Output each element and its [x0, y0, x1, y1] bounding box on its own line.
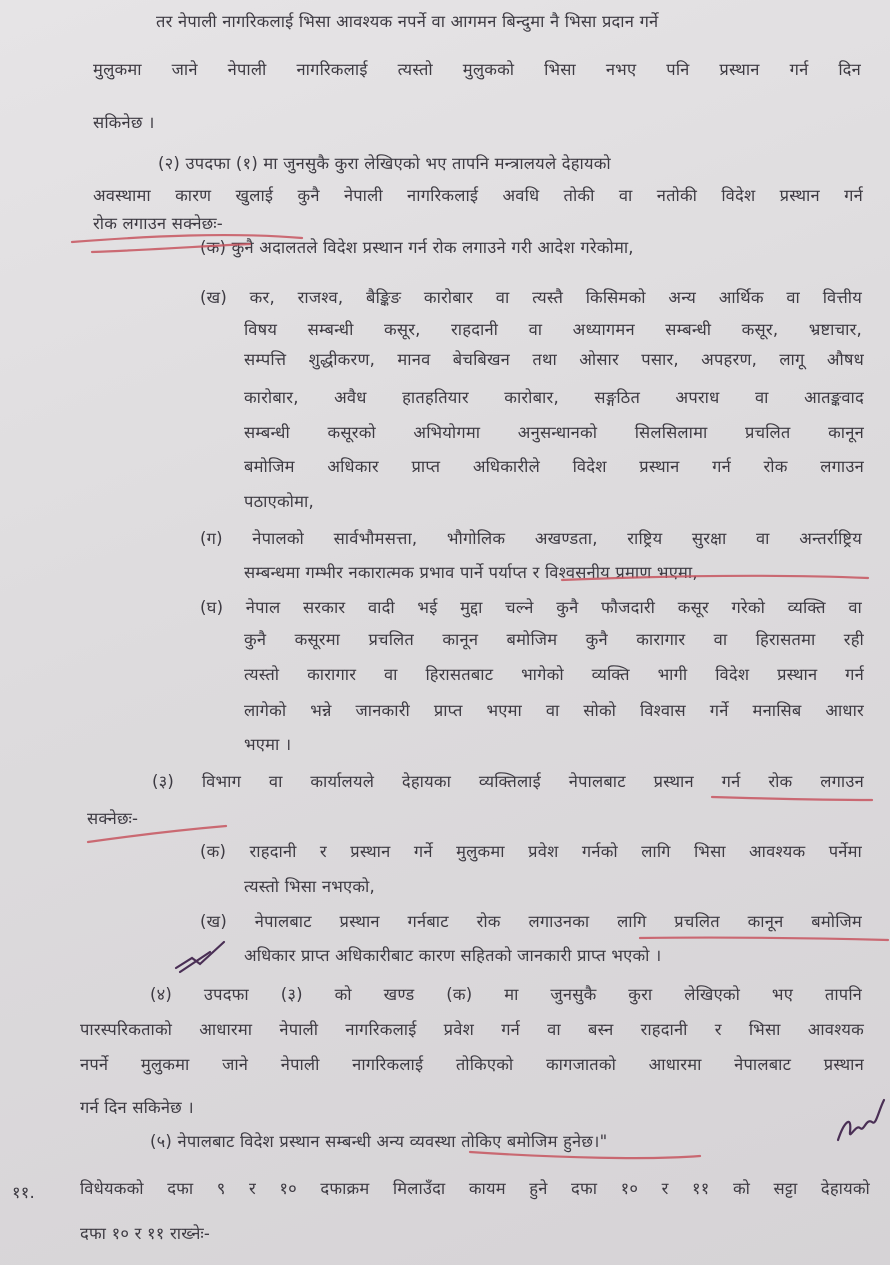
text-line: (२) उपदफा (१) मा जुनसुकै कुरा लेखिएको भए तापनि मन्त्रालयले देहायको — [158, 154, 611, 173]
text-line: अवस्थामा कारण खुलाई कुनै नेपाली नागरिकलाई अवधि तोकी वा नतोकी विदेश प्रस्थान गर्न — [93, 186, 863, 205]
text-line: कुनै कसूरमा प्रचलित कानून बमोजिम कुनै कारागार वा हिरासतमा रही — [244, 630, 864, 649]
text-line: मुलुकमा जाने नेपाली नागरिकलाई त्यस्तो मुलुकको भिसा नभए पनि प्रस्थान गर्न दिन — [93, 60, 861, 79]
text-line: त्यस्तो कारागार वा हिरासतबाट भागेको व्यक्ति भागी विदेश प्रस्थान गर्न — [244, 665, 864, 684]
check-mark-icon — [170, 934, 230, 978]
text-line: सक्नेछः- — [87, 809, 139, 828]
text-line: (क) कुनै अदालतले विदेश प्रस्थान गर्न रोक लगाउने गरी आदेश गरेकोमा, — [200, 238, 634, 257]
signature-icon — [830, 1092, 888, 1150]
text-line: सम्बन्धमा गम्भीर नकारात्मक प्रभाव पार्ने पर्याप्त र विश्वसनीय प्रमाण भएमा, — [244, 563, 698, 582]
text-line: विधेयकको दफा ९ र १० दफाक्रम मिलाउँदा कायम हुने दफा १० र ११ को सट्टा देहायको — [80, 1179, 870, 1198]
text-line: नपर्ने मुलुकमा जाने नेपाली नागरिकलाई तोकिएको कागजातको आधारमा नेपालबाट प्रस्थान — [80, 1055, 864, 1074]
text-line: (४) उपदफा (३) को खण्ड (क) मा जुनसुकै कुरा लेखिएको भए तापनि — [150, 985, 862, 1004]
text-line: तर नेपाली नागरिकलाई भिसा आवश्यक नपर्ने वा आगमन बिन्दुमा नै भिसा प्रदान गर्ने — [156, 12, 659, 31]
text-line: (ग) नेपालको सार्वभौमसत्ता, भौगोलिक अखण्डता, राष्ट्रिय सुरक्षा वा अन्तर्राष्ट्रिय — [200, 529, 862, 548]
section-number: ११. — [12, 1183, 36, 1202]
text-line: (घ) नेपाल सरकार वादी भई मुद्दा चल्ने कुनै फौजदारी कसूर गरेको व्यक्ति वा — [200, 598, 862, 617]
text-line: लागेको भन्ने जानकारी प्राप्त भएमा वा सोको विश्वास गर्ने मनासिब आधार — [244, 701, 864, 720]
text-line: गर्न दिन सकिनेछ । — [80, 1098, 194, 1117]
text-line: दफा १० र ११ राख्नेः- — [80, 1224, 211, 1243]
text-line: पठाएकोमा, — [244, 492, 314, 511]
text-line: विषय सम्बन्धी कसूर, राहदानी वा अध्यागमन सम्बन्धी कसूर, भ्रष्टाचार, — [244, 320, 862, 339]
text-line: (ख) कर, राजश्व, बैङ्किङ कारोबार वा त्यस्तै किसिमको अन्य आर्थिक वा वित्तीय — [200, 288, 862, 307]
text-line: अधिकार प्राप्त अधिकारीबाट कारण सहितको जानकारी प्राप्त भएको । — [244, 946, 662, 965]
text-line: भएमा । — [244, 735, 292, 754]
text-line: सम्बन्धी कसूरको अभियोगमा अनुसन्धानको सिलसिलामा प्रचलित कानून — [244, 423, 864, 442]
text-line: (क) राहदानी र प्रस्थान गर्ने मुलुकमा प्रवेश गर्नको लागि भिसा आवश्यक पर्नेमा — [200, 842, 862, 861]
text-line: त्यस्तो भिसा नभएको, — [244, 877, 375, 896]
text-line: (३) विभाग वा कार्यालयले देहायका व्यक्तिलाई नेपालबाट प्रस्थान गर्न रोक लगाउन — [152, 772, 864, 791]
text-line: (५) नेपालबाट विदेश प्रस्थान सम्बन्धी अन्य व्यवस्था तोकिए बमोजिम हुनेछ।" — [150, 1132, 608, 1151]
text-line: सकिनेछ । — [93, 113, 155, 132]
text-line: सम्पत्ति शुद्धीकरण, मानव बेचबिखन तथा ओसार पसार, अपहरण, लागू औषध — [244, 350, 864, 369]
text-line: रोक लगाउन सक्नेछः- — [93, 214, 223, 233]
text-line: बमोजिम अधिकार प्राप्त अधिकारीले विदेश प्रस्थान गर्न रोक लगाउन — [244, 457, 864, 476]
text-line: पारस्परिकताको आधारमा नेपाली नागरिकलाई प्रवेश गर्न वा बस्न राहदानी र भिसा आवश्यक — [80, 1020, 864, 1039]
text-line: कारोबार, अवैध हातहतियार कारोबार, सङ्गठित अपराध वा आतङ्कवाद — [244, 388, 864, 407]
text-line: (ख) नेपालबाट प्रस्थान गर्नबाट रोक लगाउनका लागि प्रचलित कानून बमोजिम — [200, 912, 862, 931]
